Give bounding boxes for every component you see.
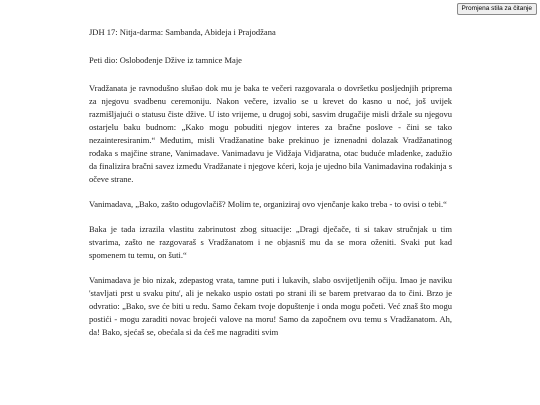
paragraph: Vanimadava je bio nizak, zdepastog vrata, tamne puti i lukavih, slabo osvijetljenih očiju. Imao je naviku 'stavljati prst u svaku pitu', ali je nekako uspio ostati po strani ili se barem pretvarao da to čini. Brzo je odvratio: „Bako, sve će biti u redu. Samo čekam tvoje dopuštenje i onda mogu početi. Već znaš što mogu postići - mogu zaraditi novac brojeći valove na moru! Samo da započnem ovu temu s Vradžanatom. Ah, da! Bako, sjećaš se, obećala si da ćeš me nagraditi svim <box>89 275 452 337</box>
reading-style-button[interactable]: Promjena stila za čitanje <box>457 3 537 15</box>
paragraph: Vradžanata je ravnodušno slušao dok mu je baka te večeri razgovarala o dovršetku posljednjih priprema za njegovu svadbenu ceremoniju. Nakon večere, izvalio se u krevet do kasno u noć, još uvijek razmišljajući o statusu čiste džive. U isto vrijeme, u drugoj sobi, sasvim drugačije misli držale su njegovu ostarjelu baku budnom: „Kako mogu pobuditi njegov interes za bračne poslove - čini se tako nezainteresiranim.“ Međutim, misli Vradžanatine bake prekinuo je iznenadni dolazak Vradžanatinog rođaka s majčine strane, Vanimadave. Vanimadavu je Vidžaja Vidjaratna, otac buduće mladenke, zadužio da finalizira bračni savez između Vradžanate i njegove kćeri, koja je ujedno bila Vanimadavina rođakinja s očeve strane. <box>89 83 452 184</box>
document-title: JDH 17: Nitja-darma: Sambanda, Abideja i Prajodžana <box>89 27 276 37</box>
document-body <box>89 26 452 351</box>
chapter-heading: Peti dio: Oslobođenje Džive iz tamnice Maje <box>89 55 242 65</box>
paragraph: Baka je tada izrazila vlastitu zabrinutost zbog situacije: „Dragi dječače, ti si takav stručnjak u tim stvarima, zašto ne razgovaraš s Vradžanatom i ne objasniš mu da se mora oženiti. Svaki put kad spomenem tu temu, on šuti.“ <box>89 224 452 260</box>
paragraph: Vanimadava, „Bako, zašto odugovlačiš? Molim te, organiziraj ovo vjenčanje kako treba - to ovisi o tebi.“ <box>89 199 447 209</box>
